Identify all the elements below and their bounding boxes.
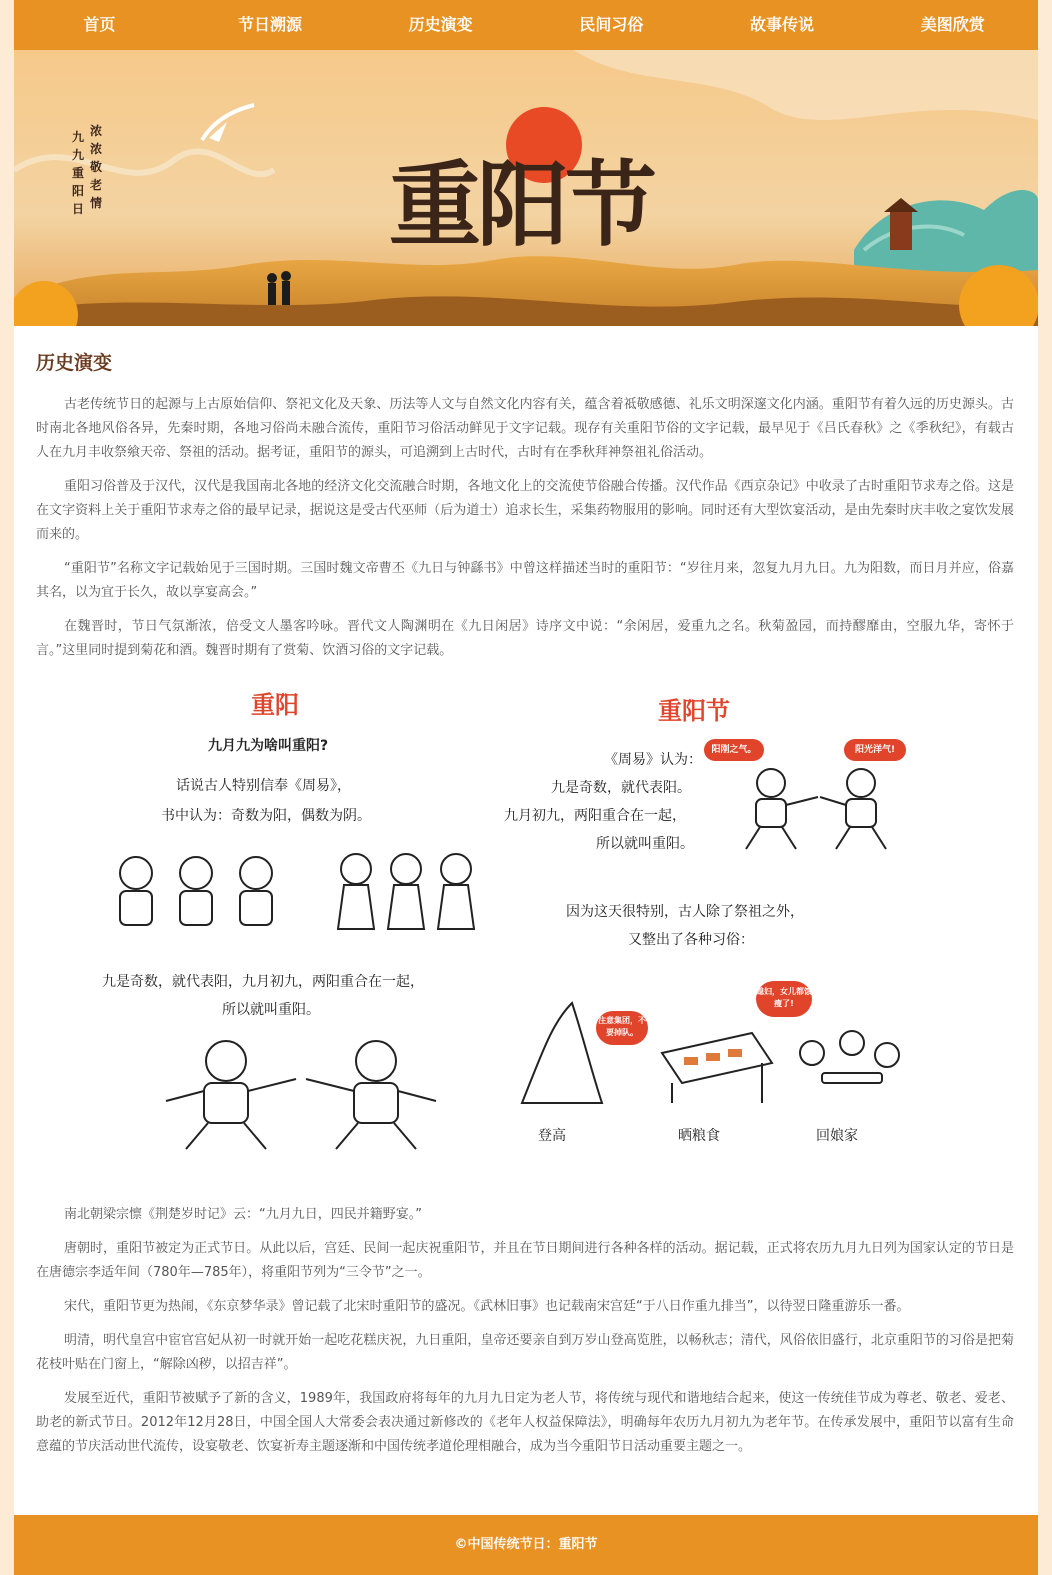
paragraph: 发展至近代，重阳节被赋予了新的含义，1989年，我国政府将每年的九月九日定为老人节，将传统与现代和谐地结合起来，使这一传统佳节成为尊老、敬老、爱老、助老的新式节日。2012年12月28日，中国全国人大常委会表决通过新修改的《老年人权益保障法》，明确每年农历九月初九为老年节。在传承发展中，重阳节以富有生命意蕴的节庆活动世代流传，设宴敬老、饮宴祈寿主题逐渐和中国传统孝道伦理相融合，成为当今重阳节日活动重要主题之一。 [36,1391,1014,1454]
comic-infographic [36,673,1014,1193]
caption-visit-home: 回娘家 [816,1128,858,1144]
figure-right-line3: 九月初九，两阳重合在一起， [504,808,686,824]
yang-pose-illustration [726,765,906,855]
speech-bubble: 阳光洋气! [844,739,906,761]
figure-right-line2: 九是奇数，就代表阳。 [551,780,691,796]
figure-right-title: 重阳节 [658,697,730,725]
customs-illustration [512,993,912,1113]
figure-left-line2: 书中认为：奇数为阳，偶数为阴。 [161,808,371,824]
nav-legends[interactable]: 故事传说 [750,15,815,34]
figure-right-line6: 又整出了各种习俗： [628,932,754,948]
yang-characters-illustration [146,1031,466,1161]
top-nav [14,0,1038,50]
hero-banner [14,50,1038,326]
page [14,0,1038,1575]
figure-right-line4: 所以就叫重阳。 [596,836,694,852]
nav-customs[interactable]: 民间习俗 [579,15,644,34]
nav-origin[interactable]: 节日溯源 [238,15,303,34]
figure-left-question: 九月九为啥叫重阳? [208,738,329,754]
caption-sun-grain: 晒粮食 [678,1128,720,1144]
nav-home[interactable]: 首页 [83,15,116,34]
figure-left-line1: 话说古人特别信奉《周易》， [176,778,351,794]
footer [14,1515,1038,1575]
paragraph: 重阳习俗普及于汉代，汉代是我国南北各地的经济文化交流融合时期，各地文化上的交流使节俗融合传播。汉代作品《西京杂记》中收录了古时重阳节求寿之俗。这是在文字资料上关于重阳节求寿之俗的最早记录，据说这是受古代巫师（后为道士）追求长生，采集药物服用的影响。同时还有大型饮宴活动，是由先秦时庆丰收之宴饮发展而来的。 [36,479,1014,542]
speech-bubble: 媳妇，女儿都饿瘦了! [756,981,812,1017]
figure-left-line3: 九是奇数，就代表阳，九月初九，两阳重合在一起， [102,974,424,990]
footer-copyright: ©中国传统节日：重阳节 [454,1537,598,1552]
odd-numbers-illustration [76,833,496,953]
speech-bubble: 阳刚之气。 [704,739,764,761]
figure-right-line1: 《周易》认为： [604,752,702,768]
figure-right-line5: 因为这天很特别，古人除了祭祖之外， [566,904,804,920]
caption-climb: 登高 [538,1128,566,1144]
nav-history[interactable]: 历史演变 [408,15,473,34]
banner-poem-col2: 九九重阳日 [72,130,85,216]
paragraph: 古老传统节日的起源与上古原始信仰、祭祀文化及天象、历法等人文与自然文化内容有关，蕴含着祗敬感德、礼乐文明深邃文化内涵。重阳节有着久远的历史源头。古时南北各地风俗各异，先秦时期，各地习俗尚未融合流传，重阳节习俗活动鲜见于文字记载。现存有关重阳节俗的文字记载，最早见于《吕氏春秋》之《季秋纪》，有载古人在九月丰收祭飨天帝、祭祖的活动。据考证，重阳节的源头，可追溯到上古时代，古时有在季秋拜神祭祖礼俗活动。 [36,397,1014,460]
main-content [14,326,1038,1459]
paragraph: 南北朝梁宗懔《荆楚岁时记》云：“九月九日，四民并籍野宴。” [64,1207,422,1222]
figure-left-title: 重阳 [251,691,299,719]
paragraph: 宋代，重阳节更为热闹，《东京梦华录》曾记载了北宋时重阳节的盛况。《武林旧事》也记载南宋宫廷“于八日作重九排当”，以待翌日隆重游乐一番。 [64,1299,910,1314]
speech-bubble: 注意集团，不要掉队。 [596,1011,648,1045]
paragraph: 明清，明代皇宫中宦官宫妃从初一时就开始一起吃花糕庆祝，九日重阳，皇帝还要亲自到万岁山登高览胜，以畅秋志；清代，风俗依旧盛行，北京重阳节的习俗是把菊花枝叶贴在门窗上，“解除凶秽，以招吉祥”。 [36,1333,1014,1372]
figure-left-line4: 所以就叫重阳。 [222,1002,320,1018]
banner-poem-col1: 浓浓敬老情 [90,124,103,210]
banner-title: 重阳节 [389,151,654,259]
section-title: 历史演变 [36,352,113,374]
paragraph: “重阳节”名称文字记载始见于三国时期。三国时魏文帝曹丕《九日与钟繇书》中曾这样描述当时的重阳节：“岁往月来，忽复九月九日。九为阳数，而日月并应，俗嘉其名，以为宜于长久，故以享宴高会。” [36,561,1014,600]
nav-gallery[interactable]: 美图欣赏 [920,15,985,34]
paragraph: 在魏晋时，节日气氛渐浓，倍受文人墨客吟咏。晋代文人陶渊明在《九日闲居》诗序文中说：“余闲居，爱重九之名。秋菊盈园，而持醪靡由，空服九华，寄怀于言。”这里同时提到菊花和酒。魏晋时期有了赏菊、饮酒习俗的文字记载。 [36,619,1014,658]
paragraph: 唐朝时，重阳节被定为正式节日。从此以后，宫廷、民间一起庆祝重阳节，并且在节日期间进行各种各样的活动。据记载，正式将农历九月九日列为国家认定的节日是在唐德宗李适年间（780年—785年），将重阳节列为“三令节”之一。 [36,1241,1014,1280]
